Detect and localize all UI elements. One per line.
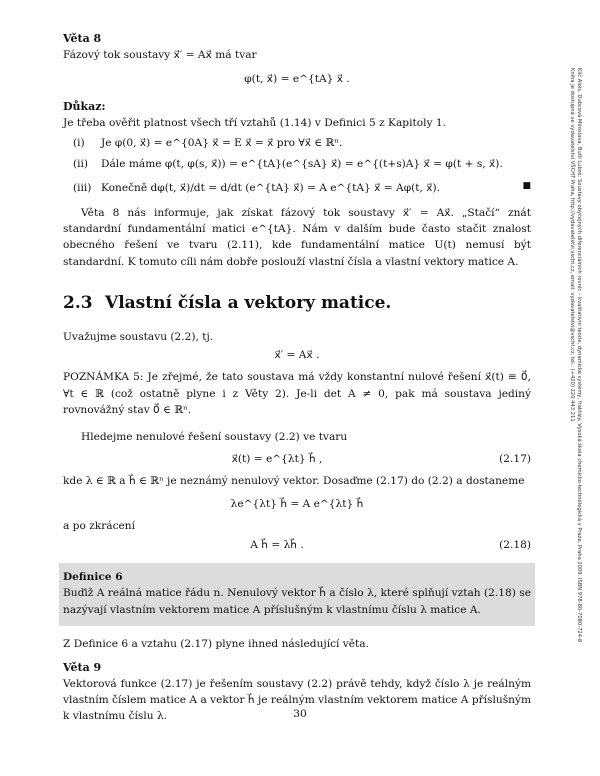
definition-6-text: Buďiž A reálná matice řádu n. Nenulový vektor h⃗ a číslo λ, které splňují vztah (2.18) se nazývají vlastním vektorem matice A příslušným k vlastnímu číslu λ matice A.	[63, 587, 531, 616]
equation-2-17	[63, 451, 531, 467]
paragraph-substitute: kde λ ∈ ℝ a h⃗ ∈ ℝⁿ je neznámý nenulový vektor. Dosaďme (2.17) do (2.2) a dostaneme	[63, 475, 525, 488]
theorem-8-title: Věta 8	[63, 32, 102, 45]
section-heading	[63, 290, 531, 316]
proof-item-label: (i)	[73, 137, 85, 150]
definition-6-box	[59, 563, 535, 626]
page-content	[63, 30, 531, 725]
theorem-9-title: Věta 9	[63, 660, 102, 674]
equation-2-17-number: (2.17)	[499, 452, 531, 465]
paragraph-follows: Z Definice 6 a vztahu (2.17) plyne ihned následující věta.	[63, 638, 369, 651]
proof-item-text: Dále máme φ(t, φ(s, x⃗)) = e^{tA}(e^{sA} x⃗) = e^{(t+s)A} x⃗ = φ(t + s, x⃗).	[101, 157, 503, 170]
equation-2-18-number: (2.18)	[499, 538, 531, 551]
proof-item-label: (ii)	[73, 157, 89, 170]
theorem-9-text: Vektorová funkce (2.17) je řešením soustavy (2.2) právě tehdy, když číslo λ je reálným vlastním číslem matice A a vektor h⃗ je reálným vlastním vektorem matice A příslušným k vlastnímu číslu λ.	[63, 677, 531, 723]
proof-item-text: Je φ(0, x⃗) = e^{0A} x⃗ = E x⃗ = x⃗ pro ∀x⃗ ∈ ℝⁿ.	[101, 137, 343, 150]
theorem-8-formula: φ(t, x⃗) = e^{tA} x⃗ .	[244, 73, 350, 86]
paragraph-consider-system: Uvažujme soustavu (2.2), tj.	[63, 330, 214, 343]
equation-substituted: λe^{λt} h⃗ = A e^{λt} h⃗	[230, 497, 364, 510]
sidebar-availability: Kniha je dostupná ve vydavatelství VŠCHT Praha, http://vydavatelstvi.vscht.cz, email: vydavatelstvi@vscht.cz, tel.: (+420) 220 443 211	[568, 68, 575, 422]
equation-2-18-formula: A h⃗ = λh⃗ .	[250, 538, 304, 551]
proof-item-ii	[63, 156, 531, 172]
section-number: 2.3	[63, 293, 93, 314]
equation-system: x⃗′ = Ax⃗ .	[274, 348, 320, 361]
paragraph-fundamental-matrix: Věta 8 nás informuje, jak získat fázový tok soustavy x⃗′ = Ax⃗. „Stačí“ znát standardní fundamentální matici e^{tA}. Nám v dalším bude často stačit znalost obecného řešení ve tvaru (2.11), kde fundamentální matice U(t) nemusí být standardní. K tomuto cíli nám dobře poslouží vlastní čísla a vlastní vektory matice A.	[63, 206, 531, 268]
sidebar-citation: Klíč Alois, Dubcová Miroslava, Buřil Luboš: Soustavy obyčejných diferenciálních rovnic – kvalitativní teorie, dynamické systémy, fraktály. Vysoká škola chemicko-technologická v Praze, Praha 2009. ISBN 978-80-7080-724-8	[576, 68, 582, 643]
paragraph-after-cancel: a po zkrácení	[63, 520, 136, 533]
publisher-sidebar	[567, 68, 582, 643]
equation-2-17-formula: x⃗(t) = e^{λt} h⃗ ,	[231, 452, 323, 465]
proof-item-i	[63, 135, 531, 151]
paragraph-seek-solution: Hledejme nenulové řešení soustavy (2.2) ve tvaru	[81, 430, 348, 443]
proof-item-iii	[63, 180, 531, 196]
definition-6-title: Definice 6	[63, 570, 123, 583]
qed-mark: ■	[522, 181, 531, 192]
proof-item-text: Konečně dφ(t, x⃗)/dt = d/dt (e^{tA} x⃗) = A e^{tA} x⃗ = Aφ(t, x⃗).	[101, 182, 441, 195]
theorem-8-statement: Fázový tok soustavy x⃗′ = Ax⃗ má tvar	[63, 49, 257, 62]
proof-title: Důkaz:	[63, 99, 106, 113]
proof-item-label: (iii)	[73, 182, 92, 195]
equation-2-18	[63, 537, 531, 553]
note-5: POZNÁMKA 5: Je zřejmé, že tato soustava má vždy konstantní nulové řešení x⃗(t) ≡ 0⃗, ∀t ∈ ℝ (což ostatně plyne i z Věty 2). Je-li det A ≠ 0, pak má soustava jediný rovnovážný stav 0⃗ ∈ ℝⁿ.	[63, 371, 531, 417]
section-title: Vlastní čísla a vektory matice.	[105, 293, 392, 314]
proof-intro: Je třeba ověřit platnost všech tří vztahů (1.14) v Definici 5 z Kapitoly 1.	[63, 116, 446, 129]
page-number: 30	[293, 708, 307, 720]
